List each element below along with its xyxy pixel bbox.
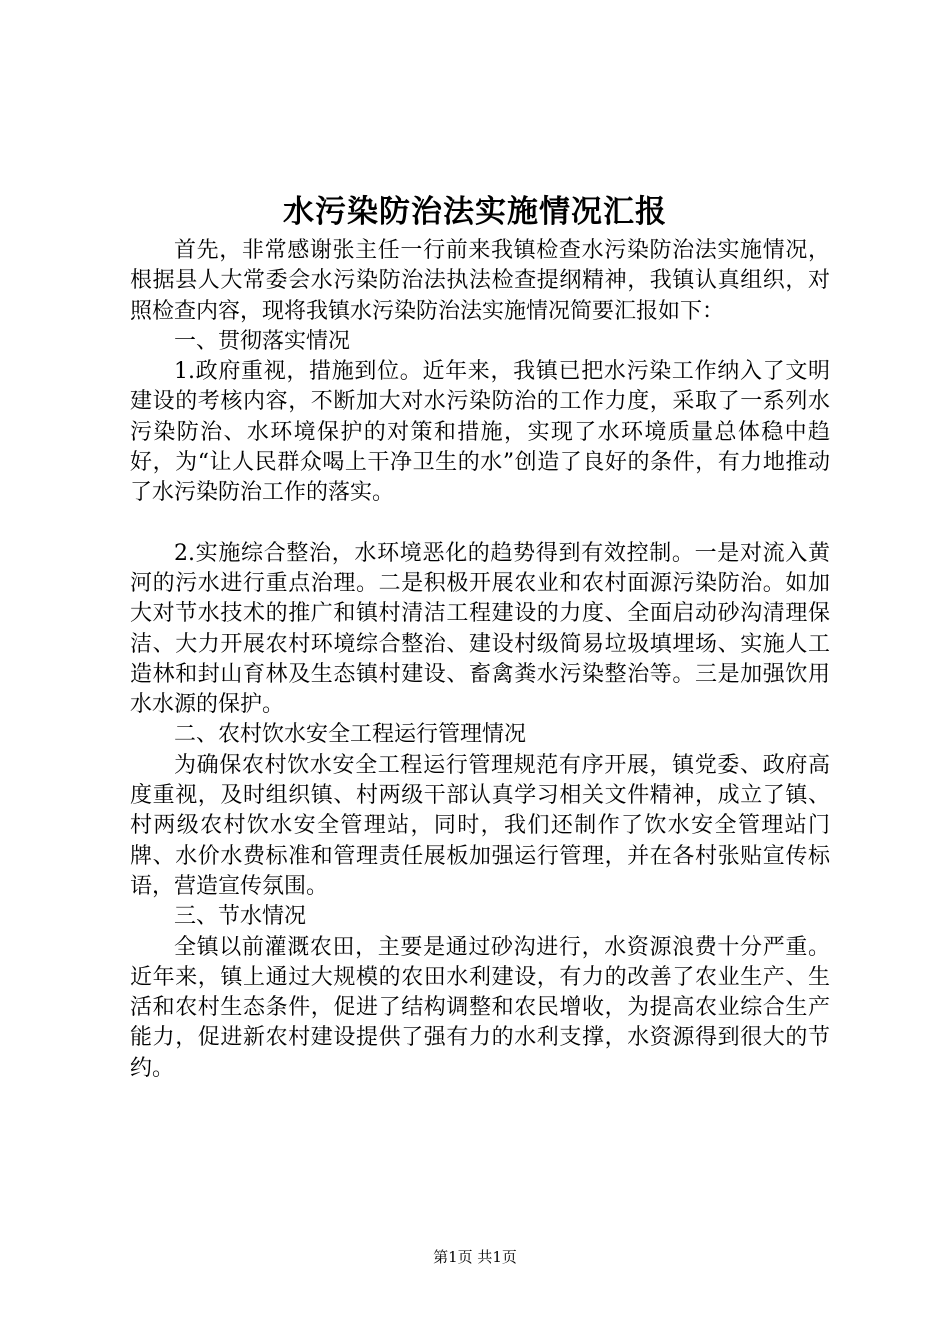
body-paragraph: 2.实施综合整治，水环境恶化的趋势得到有效控制。一是对流入黄河的污水进行重点治理。二是积极开展农业和农村面源污染防治。如加大对节水技术的推广和镇村清洁工程建设的力度、全面启动砂沟清理保洁、大力开展农村环境综合整治、建设村级简易垃圾填埋场、实施人工造林和封山育林及生态镇村建设、畜禽粪水污染整治等。三是加强饮用水水源的保护。 [130, 540, 830, 718]
page-number: 第1页 共1页 [433, 1248, 517, 1266]
document-title: 水污染防治法实施情况汇报 [283, 194, 667, 230]
section-heading-3: 三、节水情况 [174, 904, 307, 930]
body-paragraph: 为确保农村饮水安全工程运行管理规范有序开展，镇党委、政府高度重视，及时组织镇、村两级干部认真学习相关文件精神，成立了镇、村两级农村饮水安全管理站，同时，我们还制作了饮水安全管理站门牌、水价水费标准和管理责任展板加强运行管理，并在各村张贴宣传标语，营造宣传氛围。 [130, 752, 830, 899]
intro-paragraph: 首先，非常感谢张主任一行前来我镇检查水污染防治法实施情况，根据县人大常委会水污染防治法执法检查提纲精神，我镇认真组织，对照检查内容，现将我镇水污染防治法实施情况简要汇报如下： [130, 238, 830, 324]
body-paragraph: 全镇以前灌溉农田，主要是通过砂沟进行，水资源浪费十分严重。近年来，镇上通过大规模的农田水利建设，有力的改善了农业生产、生活和农村生态条件，促进了结构调整和农民增收，为提高农业综合生产能力，促进新农村建设提供了强有力的水利支撑，水资源得到很大的节约。 [130, 934, 830, 1081]
document-body [130, 236, 830, 1084]
body-paragraph: 1.政府重视，措施到位。近年来，我镇已把水污染工作纳入了文明建设的考核内容，不断加大对水污染防治的工作力度，采取了一系列水污染防治、水环境保护的对策和措施，实现了水环境质量总体稳中趋好，为“让人民群众喝上干净卫生的水”创造了良好的条件，有力地推动了水污染防治工作的落实。 [130, 359, 830, 506]
section-heading-2: 二、农村饮水安全工程运行管理情况 [174, 722, 527, 748]
section-heading-1: 一、贯彻落实情况 [174, 328, 351, 354]
